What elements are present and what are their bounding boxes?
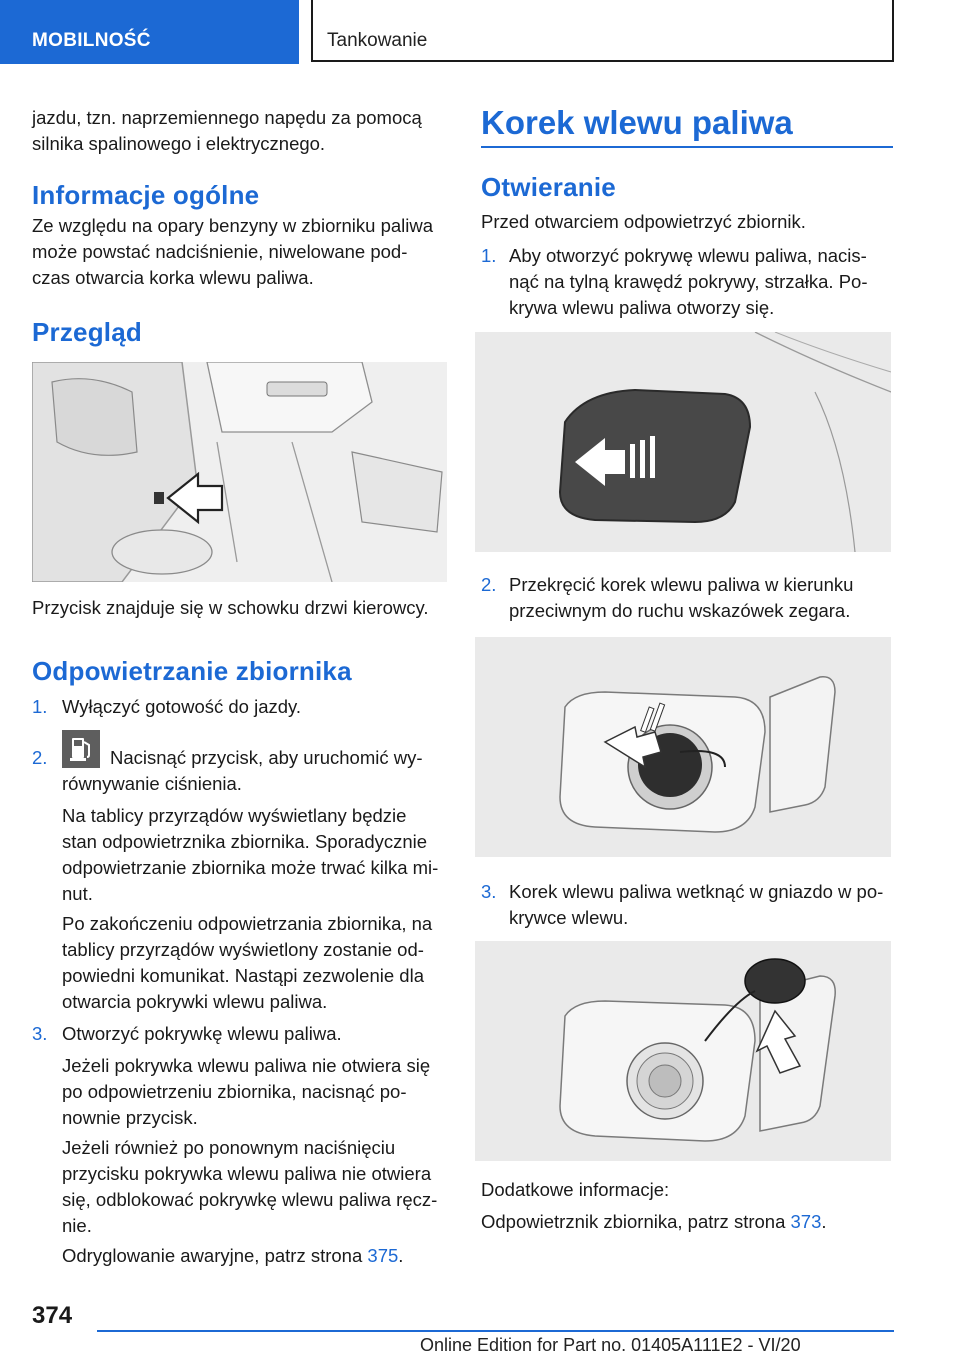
step-text: równywanie ciśnienia. [62, 773, 242, 794]
step-text: przeciwnym do ruchu wskazówek zegara. [509, 600, 851, 621]
overview-caption: Przycisk znajduje się w schowku drzwi kierowcy. [32, 597, 429, 618]
section-title: MOBILNOŚĆ [32, 30, 151, 51]
door-pocket-illustration [32, 362, 447, 582]
step-text: krywa wlewu paliwa otworzy się. [509, 297, 775, 318]
step-note: po odpowietrzeniu zbiornika, nacisnąć po‐ [62, 1081, 407, 1102]
step-text: nąć na tylną krawędź pokrywy, strzałka. Po‐ [509, 271, 868, 292]
step-text: Aby otworzyć pokrywę wlewu paliwa, nacis‐ [509, 245, 867, 266]
page-link-375[interactable]: 375 [367, 1245, 399, 1266]
page-link-373[interactable]: 373 [790, 1211, 822, 1232]
emergency-reference [62, 1243, 403, 1269]
reference-end: . [821, 1211, 827, 1232]
page-number: 374 [32, 1302, 73, 1329]
edition-footer: Online Edition for Part no. 01405A111E2 - VI/20 [420, 1335, 801, 1355]
open-heading: Otwieranie [481, 172, 616, 202]
step-note: otwarcia pokrywki wlewu paliwa. [62, 991, 328, 1012]
main-heading: Korek wlewu paliwa [481, 104, 793, 141]
step-note: nut. [62, 883, 93, 904]
extra-label: Dodatkowe informacje: [481, 1179, 670, 1200]
fuel-flap-closed-illustration [475, 332, 891, 552]
step-note: Jeżeli pokrywka wlewu paliwa nie otwiera się [62, 1055, 431, 1076]
extra-reference [481, 1209, 827, 1235]
vent-heading: Odpowietrzanie zbiornika [32, 656, 352, 686]
step-note: stan odpowietrznika zbiornika. Sporadycznie [62, 831, 428, 852]
reference-text: Odpowietrznik zbiornika, patrz strona [481, 1211, 791, 1232]
step-number: 1. [481, 245, 497, 266]
general-text-1: Ze względu na opary benzyny w zbiorniku paliwa [32, 215, 434, 236]
step-text: Nacisnąć przycisk, aby uruchomić wy‐ [110, 747, 423, 768]
step-note: Na tablicy przyrządów wyświetlany będzie [62, 805, 407, 826]
step-note: Po zakończeniu odpowietrzania zbiornika, na [62, 913, 433, 934]
step-text: Otworzyć pokrywkę wlewu paliwa. [62, 1023, 342, 1044]
step-note: nie. [62, 1215, 92, 1236]
step-note: nownie przycisk. [62, 1107, 198, 1128]
step-text: krywce wlewu. [509, 907, 629, 928]
fuel-pump-icon [62, 730, 100, 768]
step-number: 2. [32, 747, 48, 768]
step-number: 3. [481, 881, 497, 902]
step-number: 1. [32, 696, 48, 717]
fuel-cap-holder-illustration [475, 941, 891, 1161]
heading-rule [481, 146, 893, 148]
step-note: odpowietrzanie zbiornika może trwać kilka mi‐ [62, 857, 439, 878]
reference-end: . [398, 1245, 404, 1266]
step-note: powiedni komunikat. Nastąpi zezwolenie dla [62, 965, 424, 986]
step-text: Wyłączyć gotowość do jazdy. [62, 696, 302, 717]
step-text: Korek wlewu paliwa wetknąć w gniazdo w po‐ [509, 881, 884, 902]
chapter-tab [311, 0, 894, 62]
step-number: 2. [481, 574, 497, 595]
step-note: tablicy przyrządów wyświetlony zostanie od‐ [62, 939, 424, 960]
section-tab [0, 0, 299, 64]
chapter-title: Tankowanie [327, 30, 428, 51]
step-note: się, odblokować pokrywkę wlewu paliwa ręcz‐ [62, 1189, 438, 1210]
step-number: 3. [32, 1023, 48, 1044]
reference-text: Odryglowanie awaryjne, patrz strona [62, 1245, 368, 1266]
step-note: przycisku pokrywka wlewu paliwa nie otwiera [62, 1163, 432, 1184]
general-heading: Informacje ogólne [32, 180, 260, 210]
intro-text-1: jazdu, tzn. naprzemiennego napędu za pomocą [32, 107, 422, 128]
general-text-2: może powstać nadciśnienie, niwelowane pod‐ [32, 241, 408, 262]
intro-text-2: silnika spalinowego i elektrycznego. [32, 133, 326, 154]
overview-heading: Przegląd [32, 317, 142, 347]
step-text: Przekręcić korek wlewu paliwa w kierunku [509, 574, 854, 595]
step-note: Jeżeli również po ponownym naciśnięciu [62, 1137, 396, 1158]
general-text-3: czas otwarcia korka wlewu paliwa. [32, 267, 314, 288]
fuel-cap-turn-illustration [475, 637, 891, 857]
open-intro: Przed otwarciem odpowietrzyć zbiornik. [481, 211, 806, 232]
footer-rule [97, 1330, 894, 1332]
